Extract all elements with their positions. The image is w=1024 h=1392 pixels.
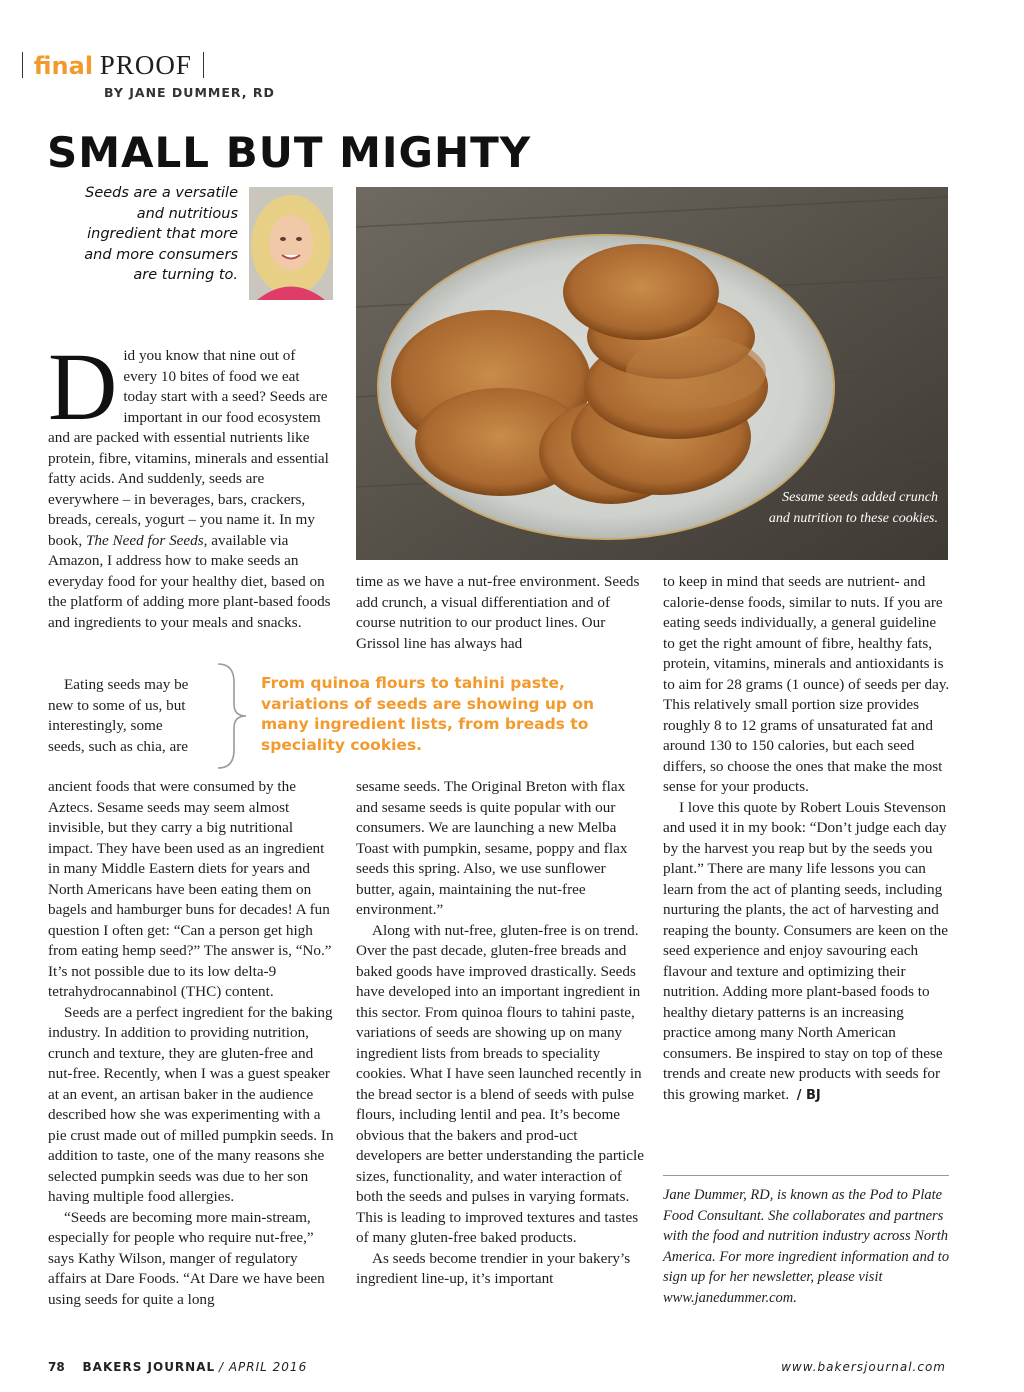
paragraph-2-start-text: Eating seeds may be new to some of us, but interestingly, some seeds, such as chia, are <box>48 676 189 755</box>
article-column-1 <box>48 333 332 633</box>
header-divider <box>203 52 204 78</box>
column-2-paragraph-1: sesame seeds. The Original Breton with flax and sesame seeds is quite popular with our consumers. We are launching a new Melba Toast with pumpkin, sesame, poppy and flax seeds this spring. Also, we use sunflower butter, again, maintaining the nut-free environment.” <box>356 778 628 918</box>
paragraph-1 <box>48 333 332 633</box>
article-intro: Seeds are a versatile and nutritious ingredient that more and more consumers are turning to. <box>84 185 238 283</box>
paragraph-2-end: ancient foods that were consumed by the Aztecs. Sesame seeds may seem almost invisible, but they carry a big nutritional impact. They have been used as an ingredient in many Middle Eastern diets for years and North Americans have been eating them on bagels and hamburger buns for decades! A fun question I often get: “Can a person get high from eating hemp seed?” The answer is, “No.” It’s not possible due to its low delta-9 tetrahydrocannabinol (THC) content. <box>48 778 332 1000</box>
paragraph-4: “Seeds are becoming more main-stream, especially for people who require nut-free,” says Kathy Wilson, manger of regulatory affairs at Dare Foods. “At Dare we have been using seeds for quite a long <box>48 1208 325 1308</box>
column-3-paragraph-2-text: I love this quote by Robert Louis Stevenson and used it in my book: “Don’t judge each day by the harvest you reap but by the seeds you plant.” There are many life lessons you can learn from the act of planting seeds, including nurturing the plants, the act of harvesting and reaping the bounty. Consumers are keen on the seed experience and enjoy savouring each flavour and texture and optimizing their nutrition. Adding more plant-based foods to healthy dietary patterns is an increasing practice among many North American consumers. Be inspired to stay on top of these trends and create new products with seeds for this growing market. <box>663 798 948 1103</box>
page-number: 78 <box>48 1360 65 1374</box>
issue-date: / APRIL 2016 <box>218 1360 308 1374</box>
paragraph-2-start <box>48 675 200 757</box>
article-column-2-top <box>356 572 646 654</box>
paragraph-1-text: id you know that nine out of every 10 bites of food we eat today start with a seed? Seeds are important in our food ecosystem and are packed with essential nutrients like protein, fibre, vitamins, minerals and essential fatty acids. And suddenly, seeds are everywhere – in beverages, bars, crackers, breads, cereals, yogurt – you name it. In my book, <box>48 347 329 549</box>
author-bio: Jane Dummer, RD, is known as the Pod to Plate Food Consultant. She collaborates and partners with the food and nutrition industry across North America. For more ingredient information and to sign up for her newsletter, please visit www.janedummer.com. <box>663 1187 950 1306</box>
column-2-paragraph-3: As seeds become trendier in your bakery’s ingredient line-up, it’s important <box>356 1249 631 1287</box>
column-3-paragraph-2 <box>663 798 951 1107</box>
paragraph-1-end: available via Amazon, I address how to make seeds an everyday food for your healthy diet, based on the platform of adding more plant-based foods and ingredients to your meals and snacks. <box>48 531 331 631</box>
header-divider <box>22 52 23 78</box>
byline: BY JANE DUMMER, RD <box>104 85 275 100</box>
photo-caption: Sesame seeds added crunch and nutrition to these cookies. <box>768 490 938 526</box>
header-proof: PROOF <box>99 50 192 80</box>
column-2-top-text: time as we have a nut-free environment. Seeds add crunch, a visual differentiation and of course nutrition to our product lines. Our Grissol line has always had <box>356 573 640 652</box>
footer-left <box>48 1360 307 1374</box>
proof-header <box>18 50 208 81</box>
article-column-3 <box>663 572 951 1106</box>
column-2-paragraph-2: Along with nut-free, gluten-free is on trend. Over the past decade, gluten-free breads and baked goods have improved drastically. Seeds have developed into an important ingredient in this sector. From quinoa flours to tahini paste, variations of seeds are showing up on many ingredient lists from breads to speciality cookies. What I have seen launched recently in the bread sector is a blend of seeds with pulse flours, including lentil and pea. It’s become obvious that the bakers and prod-uct developers are better understanding the particle sizes, functionality, and water interaction of both the seeds and pulses in varying formats. This is leading to improved textures and tastes of many gluten-free baked products. <box>356 921 645 1246</box>
author-photo <box>249 187 333 300</box>
drop-cap: D <box>48 333 118 440</box>
book-title: The Need for Seeds, <box>85 531 208 549</box>
signoff: / BJ <box>796 1087 821 1103</box>
pull-quote: From quinoa flours to tahini paste, variations of seeds are showing up on many ingredient lists, from breads to speciality cookies. <box>261 674 595 754</box>
header-final: final <box>33 52 94 80</box>
pull-quote-brace <box>212 660 252 772</box>
footer-url[interactable]: www.bakersjournal.com <box>781 1360 946 1374</box>
article-column-2 <box>356 777 646 1290</box>
bio-divider <box>663 1175 949 1176</box>
article-column-1-lower <box>48 777 338 1310</box>
magazine-name: BAKERS JOURNAL <box>82 1360 216 1374</box>
column-3-paragraph-1: to keep in mind that seeds are nutrient- and calorie-dense foods, similar to nuts. If you are eating seeds individually, a general guideline to get the right amount of fibre, healthy fats, protein, vitamins, minerals and antioxidants is to aim for 28 grams (1 ounce) of seeds per day. This relatively small portion size provides roughly 8 to 12 grams of unsaturated fat and around 130 to 150 calories, but each seed differs, so choose the ones that make the most sense for your products. <box>663 573 950 795</box>
paragraph-3: Seeds are a perfect ingredient for the baking industry. In addition to providing nutrition, crunch and texture, they are gluten-free and nut-free. Recently, when I was a guest speaker at an event, an artisan baker in the audience described how she was experimenting with a pie crust made out of milled pumpkin seeds. In addition to taste, one of the many reasons she selected pumpkin seeds was due to her son having multiple food allergies. <box>48 1003 334 1205</box>
article-title: SMALL BUT MIGHTY <box>47 128 532 177</box>
